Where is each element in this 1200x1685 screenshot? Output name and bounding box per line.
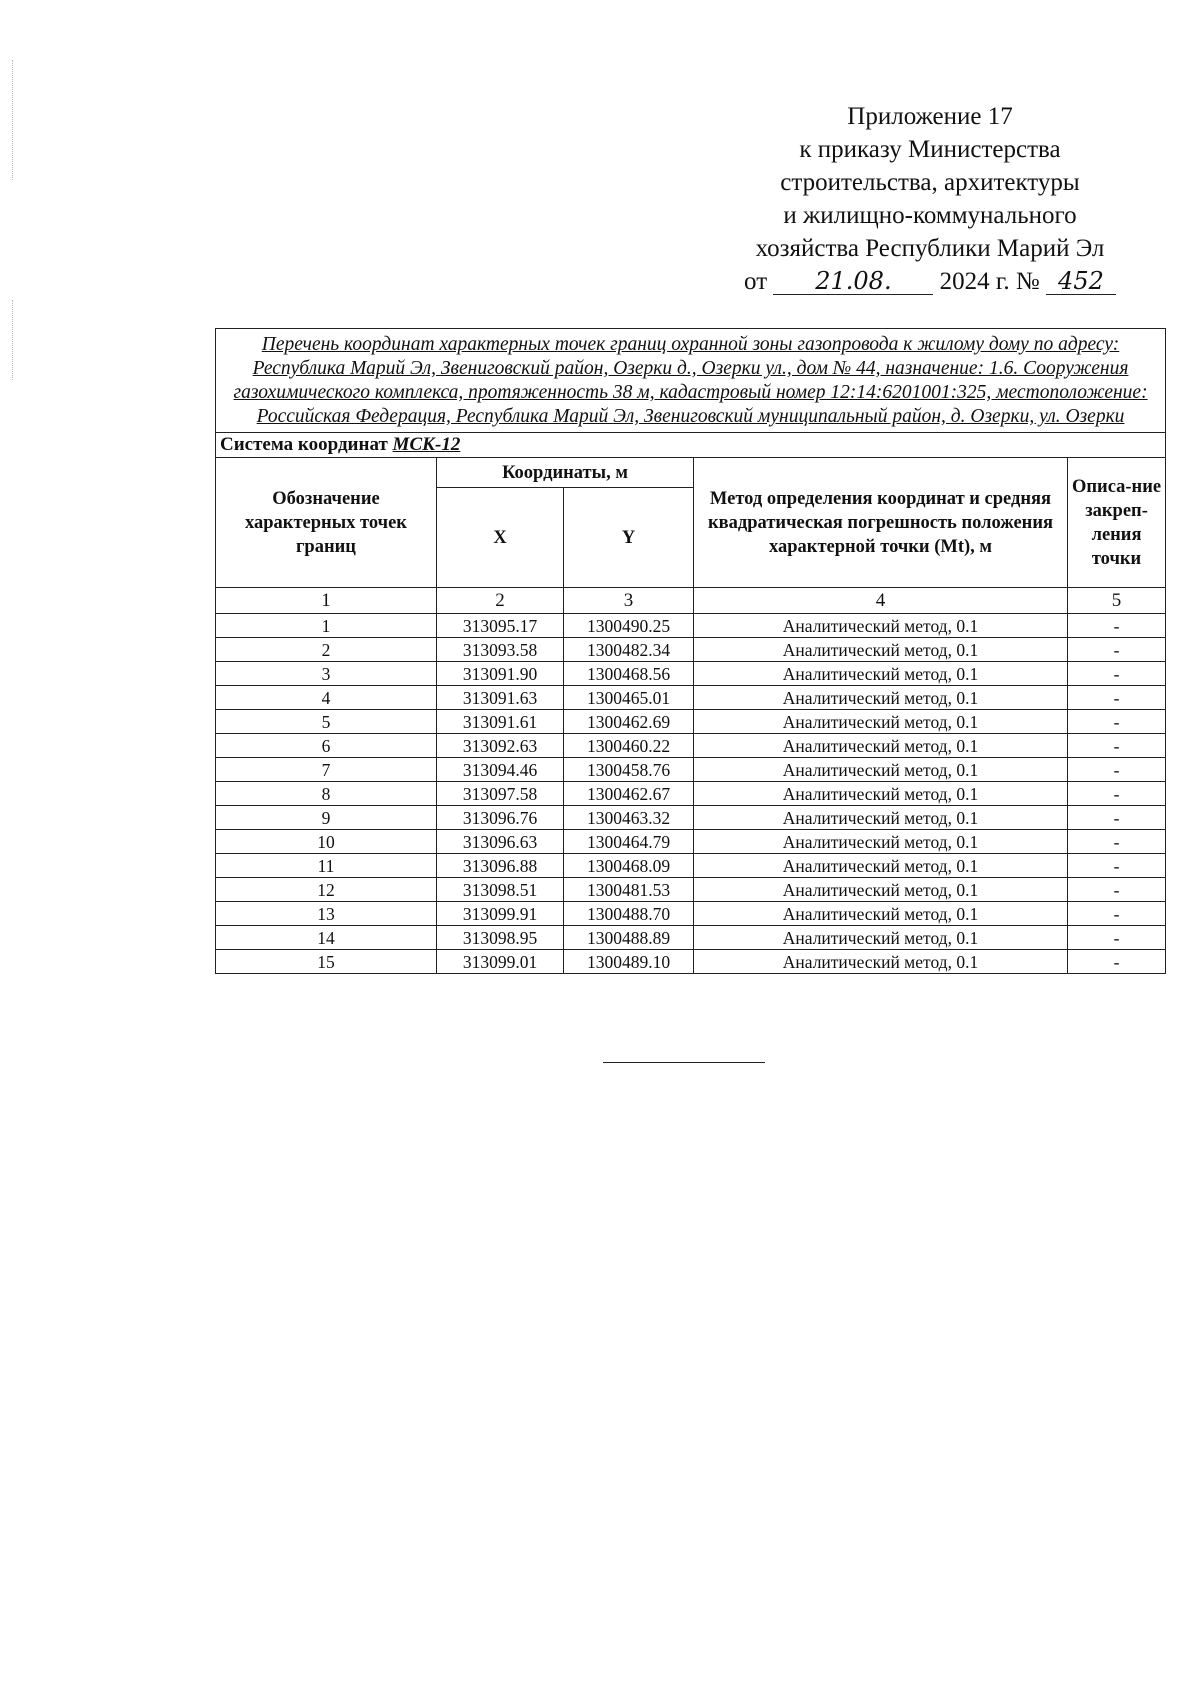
end-divider (603, 1062, 765, 1063)
method-value: Аналитический метод, 0.1 (694, 782, 1068, 806)
method-value: Аналитический метод, 0.1 (694, 662, 1068, 686)
column-number-row (216, 588, 1166, 614)
method-value: Аналитический метод, 0.1 (694, 758, 1068, 782)
table-row (216, 950, 1166, 974)
header-method: Метод определения координат и средняя квадратическая погрешность положения характерной точки (Mt), м (694, 458, 1068, 588)
x-coordinate: 313098.95 (437, 926, 564, 950)
document-header (700, 100, 1160, 298)
point-number: 6 (216, 734, 437, 758)
order-date-line (700, 265, 1160, 298)
method-value: Аналитический метод, 0.1 (694, 902, 1068, 926)
description-value: - (1068, 614, 1166, 638)
coordinate-system-value: МСК-12 (392, 434, 461, 455)
year-text: 2024 г. № (939, 268, 1040, 295)
x-coordinate: 313099.01 (437, 950, 564, 974)
coordinate-system-row (216, 433, 1166, 458)
y-coordinate: 1300460.22 (564, 734, 694, 758)
table-row (216, 878, 1166, 902)
point-number: 15 (216, 950, 437, 974)
table-row (216, 710, 1166, 734)
table-row (216, 686, 1166, 710)
table-row (216, 854, 1166, 878)
method-value: Аналитический метод, 0.1 (694, 734, 1068, 758)
table-row (216, 926, 1166, 950)
point-number: 1 (216, 614, 437, 638)
method-value: Аналитический метод, 0.1 (694, 830, 1068, 854)
x-coordinate: 313094.46 (437, 758, 564, 782)
column-number: 1 (216, 588, 437, 614)
description-value: - (1068, 710, 1166, 734)
method-value: Аналитический метод, 0.1 (694, 806, 1068, 830)
ministry-line: хозяйства Республики Марий Эл (755, 235, 1105, 262)
method-value: Аналитический метод, 0.1 (694, 950, 1068, 974)
point-number: 5 (216, 710, 437, 734)
method-value: Аналитический метод, 0.1 (694, 614, 1068, 638)
x-coordinate: 313096.88 (437, 854, 564, 878)
x-coordinate: 313099.91 (437, 902, 564, 926)
table-row (216, 782, 1166, 806)
x-coordinate: 313096.63 (437, 830, 564, 854)
description-value: - (1068, 830, 1166, 854)
y-coordinate: 1300468.09 (564, 854, 694, 878)
method-value: Аналитический метод, 0.1 (694, 854, 1068, 878)
point-number: 3 (216, 662, 437, 686)
table-caption: Перечень координат характерных точек границ охранной зоны газопровода к жилому дому по адресу: Республика Марий Эл, Звениговский район, Озерки д., Озерки ул., дом № 44, назначение: 1.6. Сооружения газохимического комплекса, протяженность 38 м, кадастровый номер 12:14:6201001:325, местоположение: Российская Федерация, Республика Марий Эл, Звениговский муниципальный район, д. Озерки, ул. Озерки (216, 329, 1166, 433)
description-value: - (1068, 806, 1166, 830)
x-coordinate: 313091.90 (437, 662, 564, 686)
description-value: - (1068, 854, 1166, 878)
y-coordinate: 1300488.70 (564, 902, 694, 926)
y-coordinate: 1300482.34 (564, 638, 694, 662)
point-number: 14 (216, 926, 437, 950)
header-point-designation: Обозначение характерных точек границ (216, 458, 437, 588)
table-row (216, 662, 1166, 686)
y-coordinate: 1300488.89 (564, 926, 694, 950)
x-coordinate: 313098.51 (437, 878, 564, 902)
column-number: 2 (437, 588, 564, 614)
method-value: Аналитический метод, 0.1 (694, 686, 1068, 710)
column-number: 4 (694, 588, 1068, 614)
description-value: - (1068, 686, 1166, 710)
method-value: Аналитический метод, 0.1 (694, 878, 1068, 902)
point-number: 4 (216, 686, 437, 710)
description-value: - (1068, 902, 1166, 926)
point-number: 12 (216, 878, 437, 902)
y-coordinate: 1300464.79 (564, 830, 694, 854)
description-value: - (1068, 926, 1166, 950)
x-coordinate: 313097.58 (437, 782, 564, 806)
method-value: Аналитический метод, 0.1 (694, 710, 1068, 734)
column-number: 3 (564, 588, 694, 614)
appendix-title: Приложение 17 (847, 103, 1013, 130)
point-number: 11 (216, 854, 437, 878)
method-value: Аналитический метод, 0.1 (694, 926, 1068, 950)
order-ref-line: к приказу Министерства (799, 136, 1061, 163)
header-coordinates: Координаты, м (437, 458, 694, 488)
column-number: 5 (1068, 588, 1166, 614)
point-number: 2 (216, 638, 437, 662)
table-row (216, 734, 1166, 758)
header-y: Y (564, 488, 694, 588)
coordinates-table (215, 328, 1166, 974)
x-coordinate: 313092.63 (437, 734, 564, 758)
x-coordinate: 313093.58 (437, 638, 564, 662)
y-coordinate: 1300489.10 (564, 950, 694, 974)
x-coordinate: 313096.76 (437, 806, 564, 830)
table-row (216, 638, 1166, 662)
point-number: 9 (216, 806, 437, 830)
y-coordinate: 1300458.76 (564, 758, 694, 782)
y-coordinate: 1300481.53 (564, 878, 694, 902)
point-number: 13 (216, 902, 437, 926)
method-value: Аналитический метод, 0.1 (694, 638, 1068, 662)
table-row (216, 758, 1166, 782)
description-value: - (1068, 638, 1166, 662)
description-value: - (1068, 950, 1166, 974)
date-prefix: от (744, 268, 768, 295)
y-coordinate: 1300490.25 (564, 614, 694, 638)
scan-artifact (12, 300, 13, 380)
table-row (216, 614, 1166, 638)
table-row (216, 902, 1166, 926)
ministry-line: и жилищно-коммунального (783, 202, 1077, 229)
ministry-line: строительства, архитектуры (780, 169, 1080, 196)
description-value: - (1068, 878, 1166, 902)
description-value: - (1068, 662, 1166, 686)
handwritten-order-number: 452 (1046, 268, 1116, 295)
y-coordinate: 1300468.56 (564, 662, 694, 686)
y-coordinate: 1300465.01 (564, 686, 694, 710)
header-x: X (437, 488, 564, 588)
x-coordinate: 313091.61 (437, 710, 564, 734)
point-number: 8 (216, 782, 437, 806)
description-value: - (1068, 734, 1166, 758)
point-number: 10 (216, 830, 437, 854)
coordinate-system-label: Система координат (220, 434, 388, 455)
point-number: 7 (216, 758, 437, 782)
x-coordinate: 313095.17 (437, 614, 564, 638)
description-value: - (1068, 758, 1166, 782)
handwritten-date: 21.08. (773, 268, 933, 295)
header-description: Описа-ние закреп-ления точки (1068, 458, 1166, 588)
table-row (216, 830, 1166, 854)
x-coordinate: 313091.63 (437, 686, 564, 710)
table-row (216, 806, 1166, 830)
y-coordinate: 1300462.67 (564, 782, 694, 806)
description-value: - (1068, 782, 1166, 806)
scan-artifact (12, 60, 13, 180)
y-coordinate: 1300462.69 (564, 710, 694, 734)
y-coordinate: 1300463.32 (564, 806, 694, 830)
